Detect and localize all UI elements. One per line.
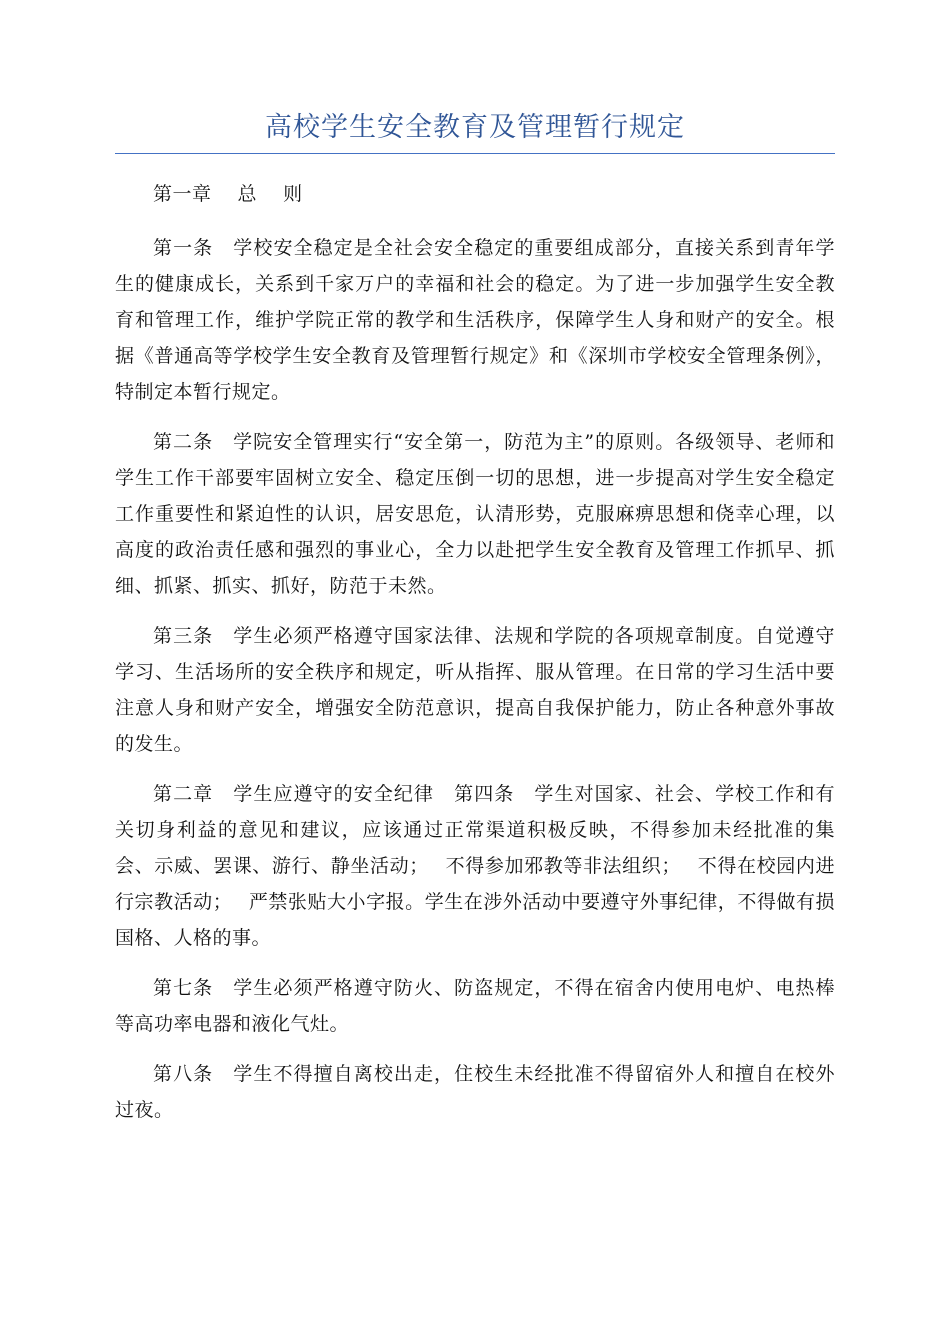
document-title: 高校学生安全教育及管理暂行规定 [265,112,685,143]
article-paragraph: 第二条 学院安全管理实行“安全第一，防范为主”的原则。各级领导、老师和学生工作干部要牢固树立安全、稳定压倒一切的思想，进一步提高对学生安全稳定工作重要性和紧迫性的认识，居安思危，认清形势，克服麻痹思想和侥幸心理，以高度的政治责任感和强烈的事业心，全力以赴把学生安全教育及管理工作抓早、抓细、抓紧、抓实、抓好，防范于未然。 [115,431,835,597]
title-underline [115,153,835,154]
document-body [115,176,835,1142]
article-paragraph: 第七条 学生必须严格遵守防火、防盗规定，不得在宿舍内使用电炉、电热棒等高功率电器和液化气灶。 [115,977,835,1035]
article-paragraph: 第二章 学生应遵守的安全纪律 第四条 学生对国家、社会、学校工作和有关切身利益的意见和建议，应该通过正常渠道积极反映，不得参加未经批准的集会、示威、罢课、游行、静坐活动； 不得参加邪教等非法组织； 不得在校园内进行宗教活动； 严禁张贴大小字报。学生在涉外活动中要遵守外事纪律，不得做有损国格、人格的事。 [115,783,835,949]
article-paragraph: 第一条 学校安全稳定是全社会安全稳定的重要组成部分，直接关系到青年学生的健康成长，关系到千家万户的幸福和社会的稳定。为了进一步加强学生安全教育和管理工作，维护学院正常的教学和生活秩序，保障学生人身和财产的安全。根据《普通高等学校学生安全教育及管理暂行规定》和《深圳市学校安全管理条例》，特制定本暂行规定。 [115,237,835,403]
chapter-heading: 第一章 总 则 [153,183,303,205]
article-paragraph: 第八条 学生不得擅自离校出走，住校生未经批准不得留宿外人和擅自在校外过夜。 [115,1063,835,1121]
article-paragraph: 第三条 学生必须严格遵守国家法律、法规和学院的各项规章制度。自觉遵守学习、生活场所的安全秩序和规定，听从指挥、服从管理。在日常的学习生活中要注意人身和财产安全，增强安全防范意识，提高自我保护能力，防止各种意外事故的发生。 [115,625,835,755]
